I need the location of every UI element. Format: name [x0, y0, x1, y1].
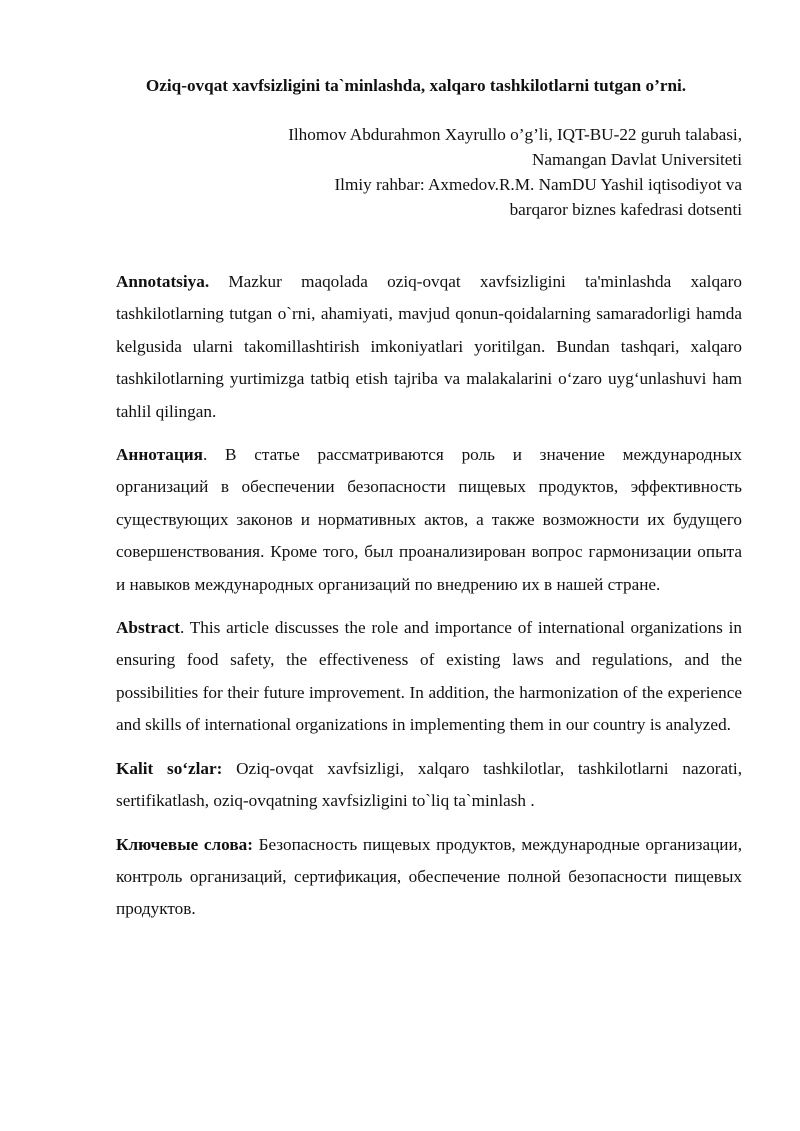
annotation-uzbek — [116, 266, 742, 428]
supervisor-department-line: barqaror biznes kafedrasi dotsenti — [509, 200, 742, 219]
abstract-english-label: Abstract — [116, 618, 180, 638]
author-block — [116, 122, 742, 222]
annotation-uzbek-label: Annotatsiya. — [116, 272, 210, 291]
keywords-uzbek-label: Kalit so‘zlar: — [116, 758, 223, 778]
keywords-russian — [116, 829, 742, 926]
annotation-russian-text: . В статье рассматриваются роль и значение международных организаций в обеспечении безопасности пищевых продуктов, эффективность существующих законов и нормативных актов, а также возможности их будущего совершенствования. Кроме того, был проанализирован вопрос гармонизации опыта и навыков международных организаций по внедрению их в нашей стране. — [116, 445, 742, 594]
keywords-russian-label: Ключевые слова: — [116, 834, 253, 854]
keywords-russian-text: Безопасность пищевых продуктов, международные организации, контроль организаций, сертификация, обеспечение полной безопасности пищевых продуктов. — [116, 834, 742, 919]
keywords-uzbek — [116, 753, 742, 818]
affiliation-line: Namangan Davlat Universiteti — [531, 150, 742, 169]
author-line: Ilhomov Abdurahmon Xayrullo o’g’li, IQT-BU-22 guruh talabasi, — [288, 125, 742, 144]
article-title: Oziq-ovqat xavfsizligini ta`minlashda, xalqaro tashkilotlarni tutgan o’rni. — [145, 76, 687, 95]
annotation-uzbek-text: Mazkur maqolada oziq-ovqat xavfsizligini ta'minlashda xalqaro tashkilotlarning tutgan o`rni, ahamiyati, mavjud qonun-qoidalarning samaradorligi hamda kelgusida ularni takomillashtirish imkoniyatlari yoritilgan. Bundan tashqari, xalqaro tashkilotlarning yurtimizga tatbiq etish tajriba va malakalarini o‘zaro uyg‘unlashuvi ham tahlil qilingan. — [116, 272, 742, 421]
keywords-uzbek-text: Oziq-ovqat xavfsizligi, xalqaro tashkilotlar, tashkilotlarni nazorati, sertifikatlash, oziq-ovqatning xavfsizligini to`liq ta`minlash . — [116, 758, 743, 811]
annotation-russian — [116, 439, 742, 601]
supervisor-line: Ilmiy rahbar: Axmedov.R.M. NamDU Yashil iqtisodiyot va — [334, 175, 742, 194]
annotation-russian-label: Аннотация — [116, 445, 203, 465]
abstract-english — [116, 612, 742, 742]
abstract-english-text: . This article discusses the role and importance of international organizations in ensuring food safety, the effectiveness of existing laws and regulations, and the possibilities for their future improvement. In addition, the harmonization of the experience and skills of international organizations in implementing them in our country is analyzed. — [116, 618, 742, 735]
